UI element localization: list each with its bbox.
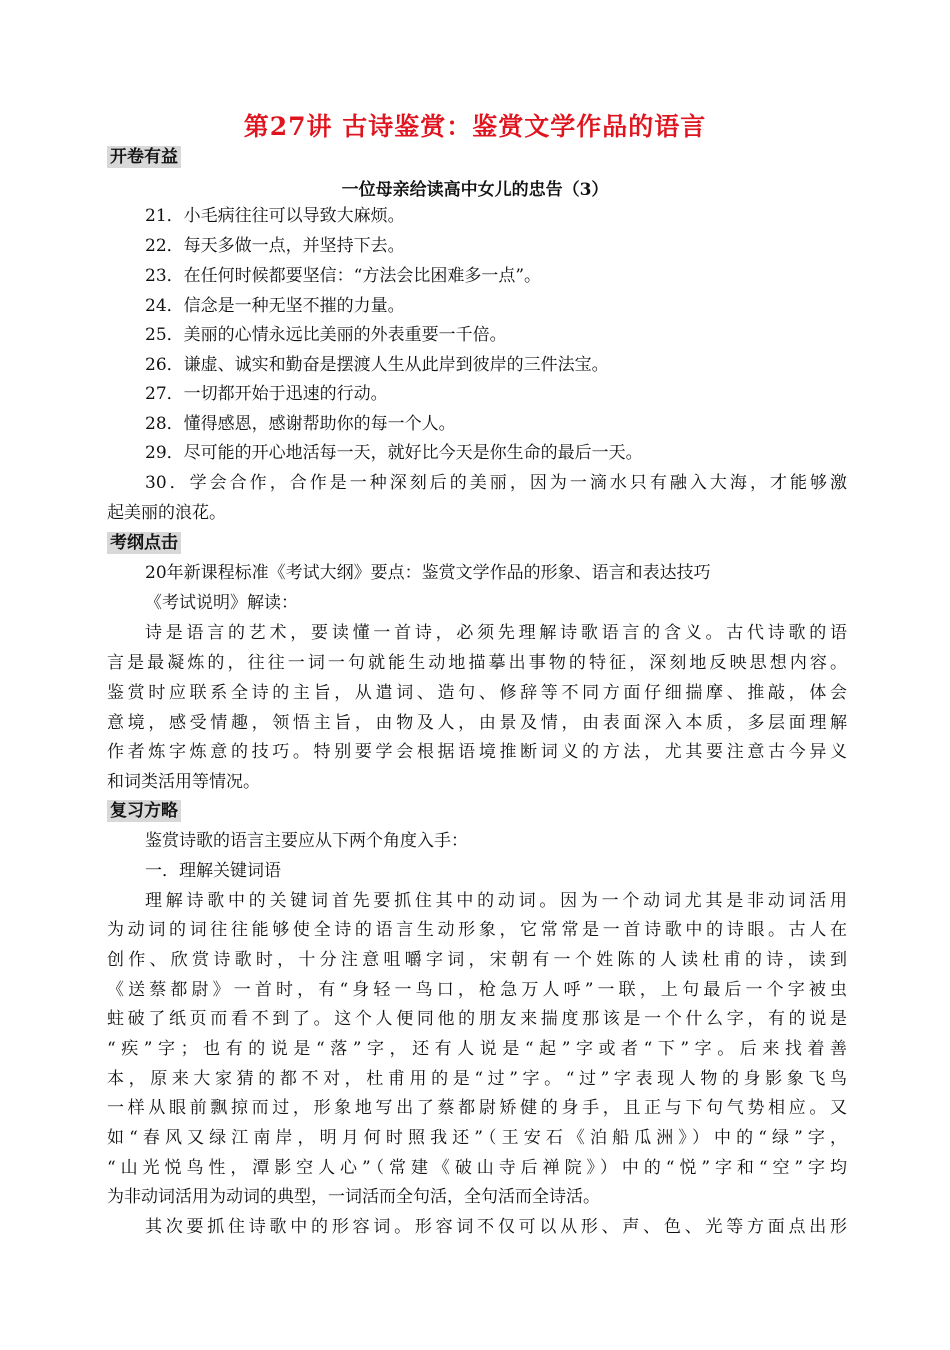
advice-item: 22．每天多做一点，并坚持下去。 (145, 236, 405, 256)
advice-item: 25．美丽的心情永远比美丽的外表重要一千倍。 (145, 325, 507, 345)
advice-item: 23．在任何时候都要坚信：“方法会比困难多一点”。 (145, 266, 542, 286)
review-paragraph-line: 为非动词活用为动词的典型，一词活而全句活，全句活而全诗活。 (107, 1187, 600, 1207)
review-paragraph-line: 一样从眼前飘掠而过，形象地写出了蔡都尉矫健的身手，且正与下句气势相应。又 (107, 1098, 847, 1118)
review-paragraph-line: “疾”字；也有的说是“落”字，还有人说是“起”字或者“下”字。后来找着善 (107, 1039, 847, 1059)
advice-item: 27．一切都开始于迅速的行动。 (145, 384, 388, 404)
advice-item: 24．信念是一种无坚不摧的力量。 (145, 296, 405, 316)
review-paragraph-line: 如“春风又绿江南岸，明月何时照我还”（王安石《泊船瓜洲》）中的“绿”字， (107, 1128, 847, 1148)
exam-paragraph-line: 作者炼字炼意的技巧。特别要学会根据语境推断词义的方法，尤其要注意古今异义 (107, 742, 847, 762)
review-paragraph-line: 鉴赏诗歌的语言主要应从下两个角度入手： (145, 831, 468, 851)
review-subheading: 一．理解关键词语 (145, 861, 281, 881)
review-paragraph-line: 理解诗歌中的关键词首先要抓住其中的动词。因为一个动词尤其是非动词活用 (145, 891, 847, 911)
advice-item-continued: 起美丽的浪花。 (107, 503, 226, 523)
exam-paragraph-line: 言是最凝炼的，往往一词一句就能生动地描摹出事物的特征，深刻地反映思想内容。 (107, 653, 847, 673)
exam-paragraph-line: 意境，感受情趣，领悟主旨，由物及人，由景及情，由表面深入本质，多层面理解 (107, 713, 847, 733)
exam-paragraph-line: 鉴赏时应联系全诗的主旨，从遣词、造句、修辞等不同方面仔细揣摩、推敲，体会 (107, 683, 847, 703)
review-paragraph-line: 蛀破了纸页而看不到了。这个人便同他的朋友来揣度那该是一个什么字，有的说是 (107, 1009, 847, 1029)
advice-item: 26．谦虚、诚实和勤奋是摆渡人生从此岸到彼岸的三件法宝。 (145, 355, 609, 375)
advice-item: 29．尽可能的开心地活每一天，就好比今天是你生命的最后一天。 (145, 443, 643, 463)
review-paragraph-line: 创作、欣赏诗歌时，十分注意咀嚼字词，宋朝有一个姓陈的人读杜甫的诗，读到 (107, 950, 847, 970)
review-paragraph-line: 为动词的词往往能够使全诗的语言生动形象，它常常是一首诗歌中的诗眼。古人在 (107, 920, 847, 940)
review-paragraph-line: 本，原来大家猜的都不对，杜甫用的是“过”字。“过”字表现人物的身影象飞鸟 (107, 1069, 847, 1089)
page-title: 第27讲 古诗鉴赏：鉴赏文学作品的语言 (243, 112, 707, 141)
section-heading-kaijuan: 开卷有益 (107, 146, 181, 168)
exam-paragraph-line: 《考试说明》解读： (145, 593, 298, 613)
review-paragraph-line: “山光悦鸟性，潭影空人心”（常建《破山寺后禅院》）中的“悦”字和“空”字均 (107, 1158, 847, 1178)
advice-item: 30．学会合作，合作是一种深刻后的美丽，因为一滴水只有融入大海，才能够激 (145, 473, 847, 493)
advice-item: 21．小毛病往往可以导致大麻烦。 (145, 206, 405, 226)
exam-paragraph-line: 20年新课程标准《考试大纲》要点：鉴赏文学作品的形象、语言和表达技巧 (145, 563, 711, 583)
advice-item: 28．懂得感恩，感谢帮助你的每一个人。 (145, 414, 456, 434)
exam-paragraph-line: 诗是语言的艺术，要读懂一首诗，必须先理解诗歌语言的含义。古代诗歌的语 (145, 623, 847, 643)
advice-title: 一位母亲给读高中女儿的忠告（3） (341, 180, 609, 200)
section-heading-kaogang: 考纲点击 (107, 532, 181, 554)
exam-paragraph-line: 和词类活用等情况。 (107, 772, 260, 792)
section-heading-fuxi: 复习方略 (107, 800, 181, 822)
review-paragraph-line: 《送蔡都尉》一首时，有“身轻一鸟口，枪急万人呼”一联，上句最后一个字被虫 (107, 980, 847, 1000)
review-paragraph-line: 其次要抓住诗歌中的形容词。形容词不仅可以从形、声、色、光等方面点出形 (145, 1217, 847, 1237)
